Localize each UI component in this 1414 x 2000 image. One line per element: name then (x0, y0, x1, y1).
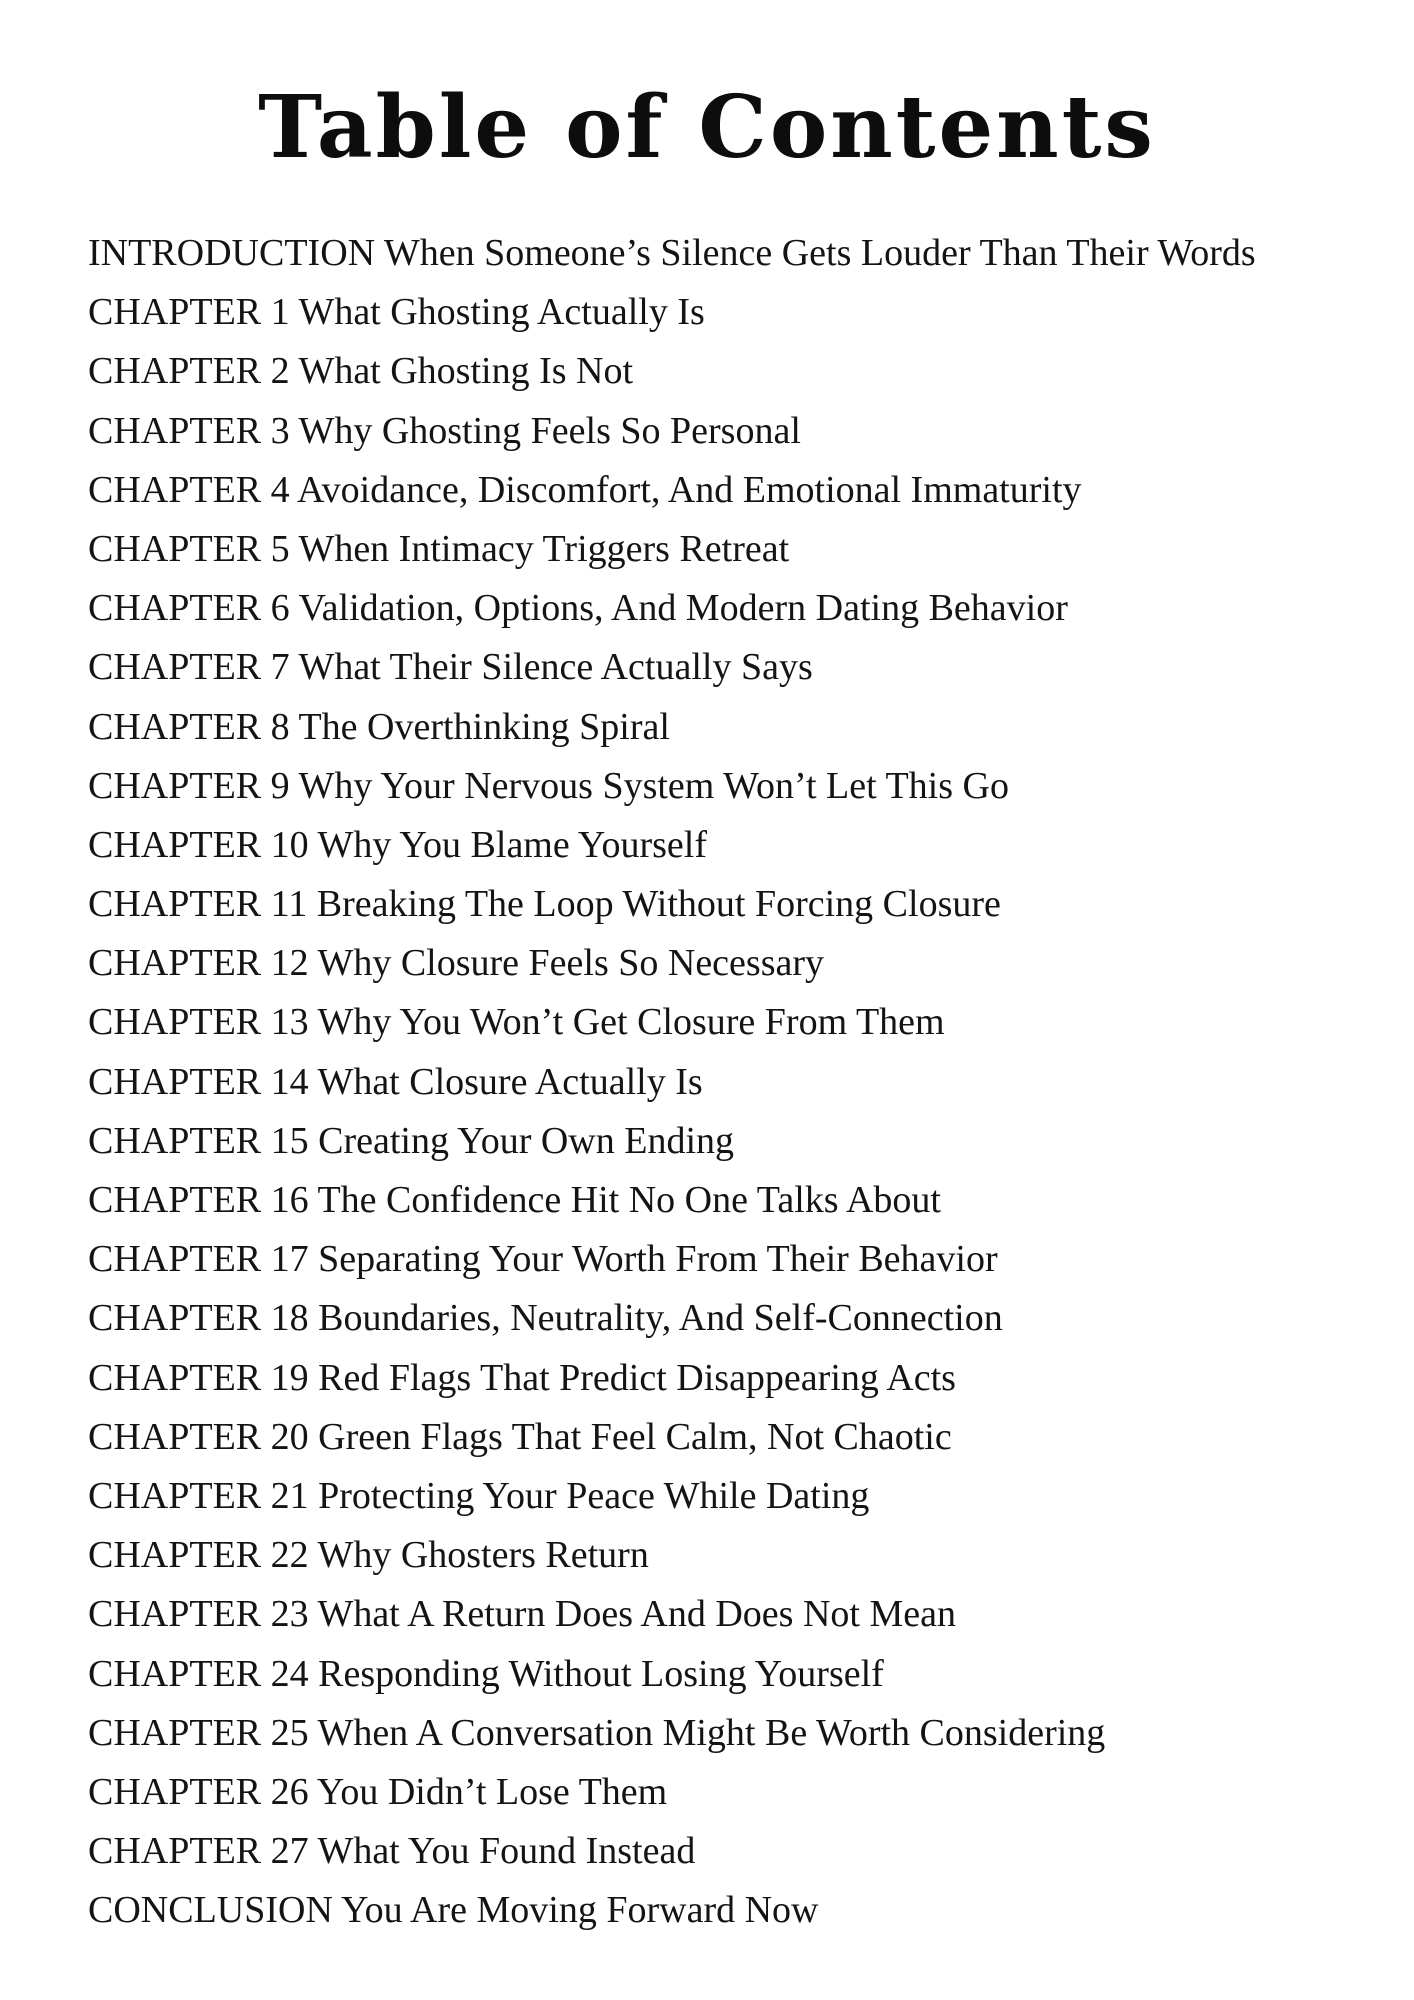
toc-entry: CHAPTER 4 Avoidance, Discomfort, And Emotional Immaturity (88, 468, 1082, 511)
page-title: Table of Contents (258, 77, 1156, 178)
toc-entry: CHAPTER 2 What Ghosting Is Not (88, 350, 634, 393)
toc-entry: CHAPTER 23 What A Return Does And Does Not Mean (88, 1593, 956, 1636)
toc-entry: CHAPTER 1 What Ghosting Actually Is (88, 291, 705, 334)
toc-entry: CHAPTER 9 Why Your Nervous System Won’t Let This Go (88, 764, 1009, 807)
toc-entry: CHAPTER 13 Why You Won’t Get Closure From Them (88, 1001, 945, 1044)
toc-entry: CHAPTER 12 Why Closure Feels So Necessary (88, 942, 825, 985)
toc-entry: CHAPTER 6 Validation, Options, And Modern Dating Behavior (88, 587, 1068, 630)
toc-entry: CHAPTER 25 When A Conversation Might Be Worth Considering (88, 1711, 1106, 1754)
toc-entry: CHAPTER 18 Boundaries, Neutrality, And Self-Connection (88, 1297, 1003, 1340)
toc-entry: CHAPTER 11 Breaking The Loop Without Forcing Closure (88, 883, 1001, 926)
toc-entry: CHAPTER 24 Responding Without Losing Yourself (88, 1652, 884, 1695)
toc-entry: CHAPTER 8 The Overthinking Spiral (88, 705, 670, 748)
toc-entry: INTRODUCTION When Someone’s Silence Gets Louder Than Their Words (88, 232, 1256, 274)
toc-entry: CHAPTER 16 The Confidence Hit No One Talks About (88, 1179, 941, 1221)
toc-entry: CHAPTER 10 Why You Blame Yourself (88, 823, 707, 866)
toc-entry: CHAPTER 26 You Didn’t Lose Them (88, 1770, 668, 1813)
toc-list (88, 224, 1368, 1940)
toc-entry: CHAPTER 21 Protecting Your Peace While Dating (88, 1474, 870, 1517)
toc-entry: CHAPTER 22 Why Ghosters Return (88, 1534, 649, 1577)
toc-entry: CHAPTER 20 Green Flags That Feel Calm, Not Chaotic (88, 1415, 952, 1458)
toc-entry: CONCLUSION You Are Moving Forward Now (88, 1889, 819, 1932)
toc-entry: CHAPTER 5 When Intimacy Triggers Retreat (88, 527, 790, 570)
toc-entry: CHAPTER 17 Separating Your Worth From Their Behavior (88, 1238, 998, 1281)
toc-entry: CHAPTER 15 Creating Your Own Ending (88, 1119, 735, 1162)
toc-entry: CHAPTER 19 Red Flags That Predict Disappearing Acts (88, 1356, 956, 1399)
toc-entry: CHAPTER 14 What Closure Actually Is (88, 1060, 703, 1103)
toc-entry: CHAPTER 3 Why Ghosting Feels So Personal (88, 409, 801, 452)
toc-entry: CHAPTER 27 What You Found Instead (88, 1830, 696, 1873)
toc-entry: CHAPTER 7 What Their Silence Actually Says (88, 646, 813, 689)
